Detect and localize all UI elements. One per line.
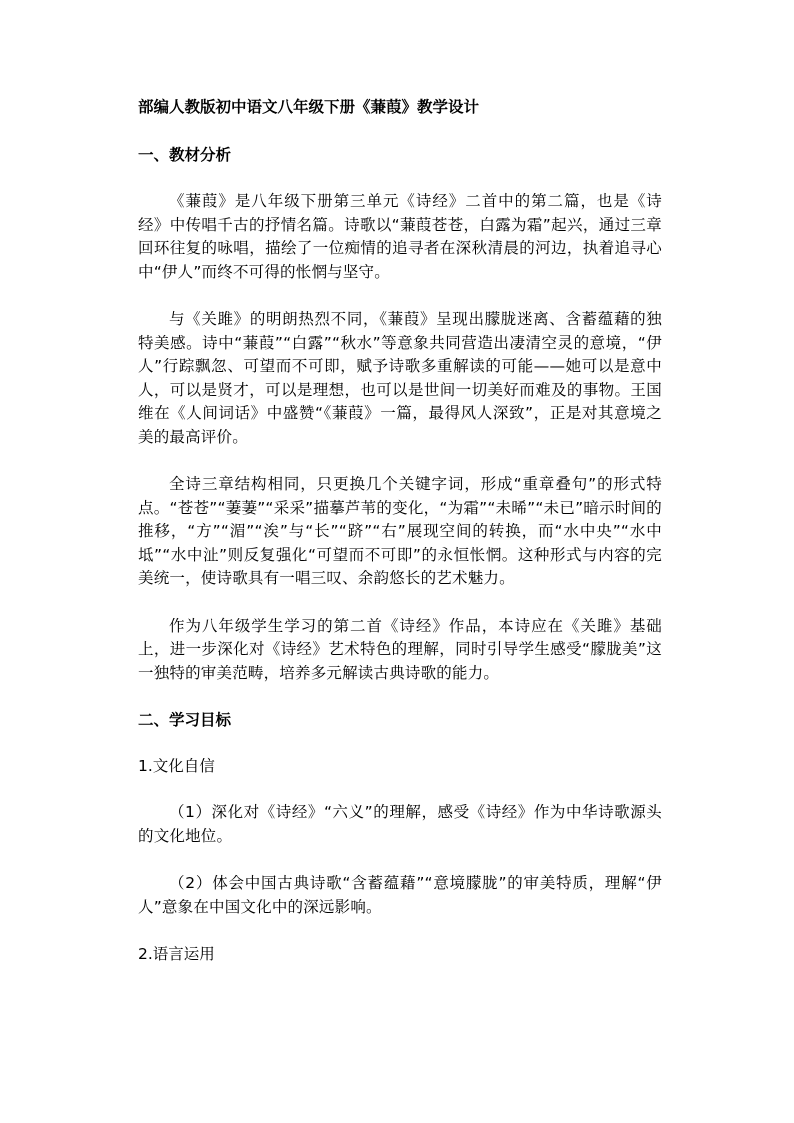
analysis-paragraph-1: 《蒹葭》是八年级下册第三单元《诗经》二首中的第二篇，也是《诗经》中传唱千古的抒情名篇。诗歌以“蒹葭苍苍，白露为霜”起兴，通过三章回环往复的咏唱，描绘了一位痴情的追寻者在深秋清晨的河边，执着追寻心中“伊人”而终不可得的怅惘与坚守。 [138,192,662,281]
document-title: 部编人教版初中语文八年级下册《蒹葭》教学设计 [138,98,480,116]
goal-item-1: （1）深化对《诗经》“六义”的理解，感受《诗经》作为中华诗歌源头的文化地位。 [138,803,662,845]
analysis-paragraph-3: 全诗三章结构相同，只更换几个关键字词，形成“重章叠句”的形式特点。“苍苍”“萋萋”“采采”描摹芦苇的变化，“为霜”“未晞”“未已”暗示时间的推移，“方”“湄”“涘”与“长”“跻”“右”展现空间的转换，而“水中央”“水中坻”“水中沚”则反复强化“可望而不可即”的永恒怅惘。这种形式与内容的完美统一，使诗歌具有一唱三叹、余韵悠长的艺术魅力。 [138,475,662,587]
goal-item-2: （2）体会中国古典诗歌“含蓄蕴藉”“意境朦胧”的审美特质，理解“伊人”意象在中国文化中的深远影响。 [138,874,662,916]
analysis-paragraph-2: 与《关雎》的明朗热烈不同，《蒹葭》呈现出朦胧迷离、含蓄蕴藉的独特美感。诗中“蒹葭”“白露”“秋水”等意象共同营造出凄清空灵的意境，“伊人”行踪飘忽、可望而不可即，赋予诗歌多重解读的可能——她可以是意中人，可以是贤才，可以是理想，也可以是世间一切美好而难及的事物。王国维在《人间词话》中盛赞“《蒹葭》一篇，最得风人深致”，正是对其意境之美的最高评价。 [138,310,662,446]
goal-heading-cultural-confidence: 1.文化自信 [138,757,215,775]
section-heading-learning-goals: 二、学习目标 [138,711,232,729]
document-body [138,96,662,989]
analysis-paragraph-4: 作为八年级学生学习的第二首《诗经》作品，本诗应在《关雎》基础上，进一步深化对《诗经》艺术特色的理解，同时引导学生感受“朦胧美”这一独特的审美范畴，培养多元解读古典诗歌的能力。 [138,616,662,682]
section-heading-textbook-analysis: 一、教材分析 [138,146,232,164]
goal-heading-language-use: 2.语言运用 [138,945,215,963]
